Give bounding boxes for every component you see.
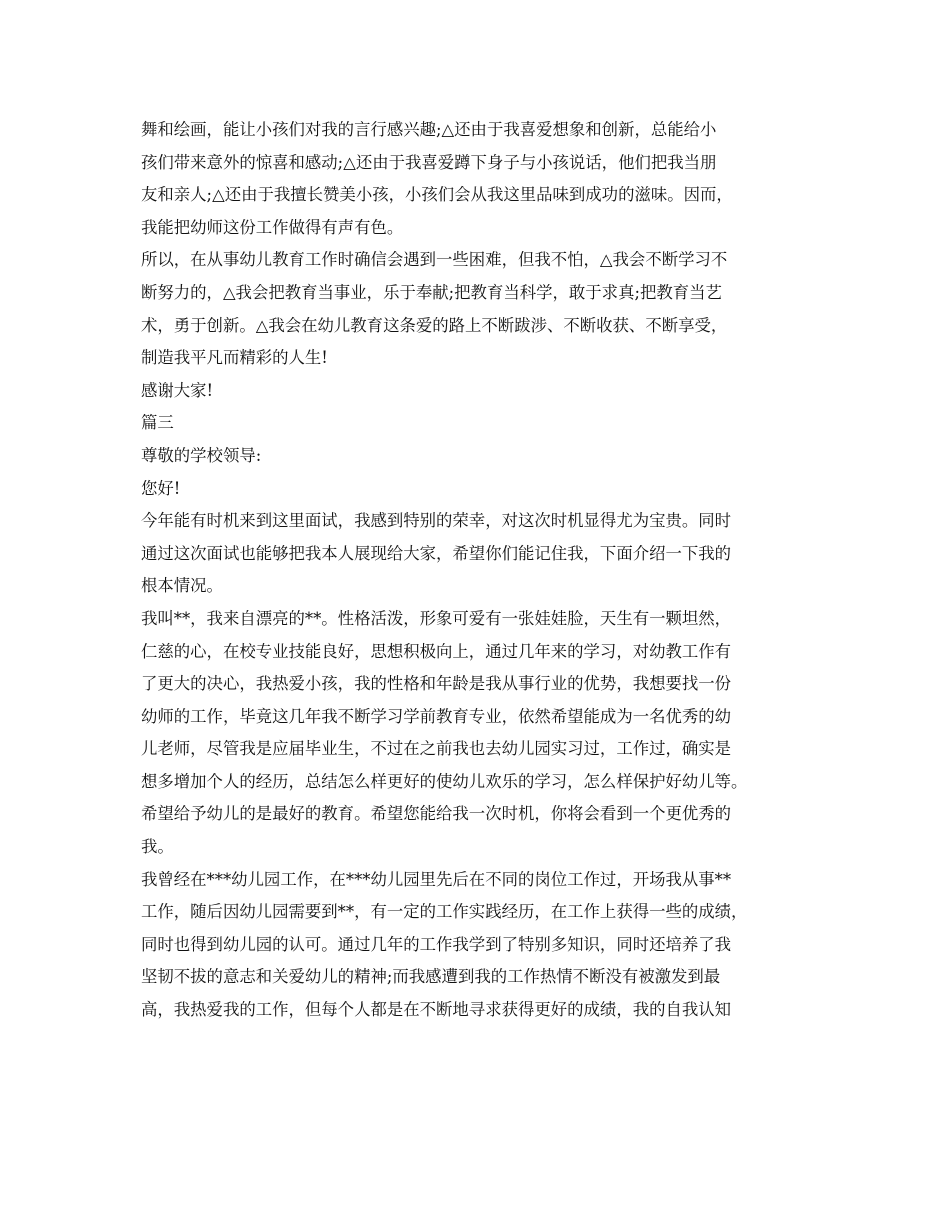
text-line: 坚韧不拔的意志和关爱幼儿的精神;而我感遭到我的工作热情不断没有被激发到最 — [141, 967, 721, 987]
text-line: 断努力的，△我会把教育当事业，乐于奉献;把教育当科学，敢于求真;把教育当艺 — [141, 282, 722, 302]
text-line: 制造我平凡而精彩的人生! — [141, 348, 328, 368]
text-line: 希望给予幼儿的是最好的教育。希望您能给我一次时机，你将会看到一个更优秀的 — [141, 804, 732, 824]
document-body — [141, 114, 831, 1027]
text-line: 儿老师，尽管我是应届毕业生，不过在之前我也去幼儿园实习过，工作过，确实是 — [141, 739, 732, 759]
text-line: 工作，随后因幼儿园需要到**，有一定的工作实践经历，在工作上获得一些的成绩， — [141, 902, 748, 922]
text-line: 了更大的决心，我热爱小孩，我的性格和年龄是我从事行业的优势，我想要找一份 — [141, 674, 732, 694]
greeting: 您好! — [141, 478, 181, 498]
section-heading: 篇三 — [141, 413, 174, 433]
text-line: 想多增加个人的经历，总结怎么样更好的使幼儿欢乐的学习，怎么样保护好幼儿等。 — [141, 771, 748, 791]
text-line: 同时也得到幼儿园的认可。通过几年的工作我学到了特别多知识，同时还培养了我 — [141, 934, 732, 954]
text-line: 我。 — [141, 837, 174, 857]
text-line: 术，勇于创新。△我会在幼儿教育这条爱的路上不断跋涉、不断收获、不断享受， — [141, 315, 728, 335]
text-line: 高，我热爱我的工作，但每个人都是在不断地寻求获得更好的成绩，我的自我认知 — [141, 1000, 732, 1020]
text-line: 感谢大家! — [141, 380, 214, 400]
text-line: 我叫**，我来自漂亮的**。性格活泼，形象可爱有一张娃娃脸，天生有一颗坦然， — [141, 608, 732, 628]
text-line: 根本情况。 — [141, 576, 223, 596]
text-line: 舞和绘画，能让小孩们对我的言行感兴趣;△还由于我喜爱想象和创新，总能给小 — [141, 120, 717, 139]
salutation: 尊敬的学校领导: — [141, 445, 262, 465]
text-line: 友和亲人;△还由于我擅长赞美小孩，小孩们会从我这里品味到成功的滋味。因而， — [141, 185, 733, 205]
text-line: 通过这次面试也能够把我本人展现给大家，希望你们能记住我，下面介绍一下我的 — [141, 543, 732, 563]
text-line: 所以，在从事幼儿教育工作时确信会遇到一些困难，但我不怕，△我会不断学习不 — [141, 250, 728, 270]
text-line: 今年能有时机来到这里面试，我感到特别的荣幸，对这次时机显得尤为宝贵。同时 — [141, 511, 732, 531]
text-line: 幼师的工作，毕竟这几年我不断学习学前教育专业，依然希望能成为一名优秀的幼 — [141, 706, 732, 726]
text-line: 仁慈的心，在校专业技能良好，思想积极向上，通过几年来的学习，对幼教工作有 — [141, 641, 732, 661]
text-line: 我能把幼师这份工作做得有声有色。 — [141, 217, 404, 237]
text-line: 孩们带来意外的惊喜和感动;△还由于我喜爱蹲下身子与小孩说话，他们把我当朋 — [141, 152, 717, 172]
text-line: 我曾经在***幼儿园工作，在***幼儿园里先后在不同的岗位工作过，开场我从事** — [141, 869, 732, 889]
